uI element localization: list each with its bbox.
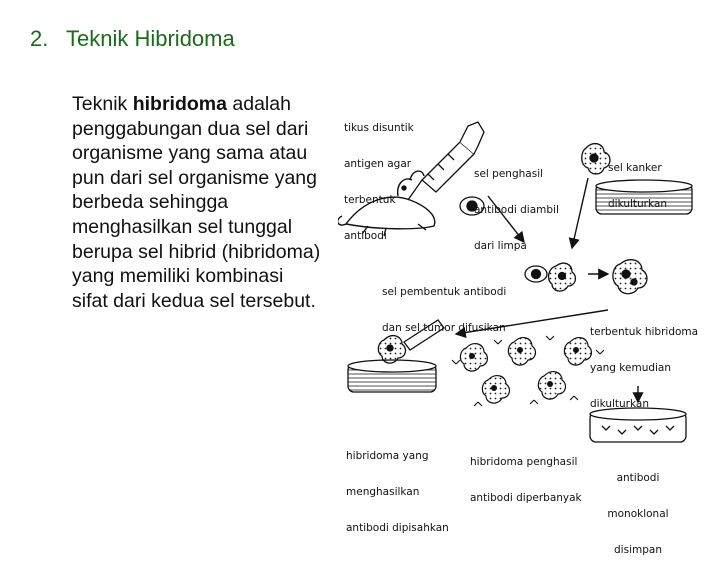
label-hybrid: terbentuk hibridoma yang kemudian dikulturkan <box>590 326 699 410</box>
slide-number: 2. <box>30 26 49 51</box>
paragraph-lead: Teknik <box>72 93 133 115</box>
label-cancer: sel kanker dikulturkan <box>608 162 667 210</box>
hybridoma-diagram <box>338 96 700 556</box>
cancer-cell <box>582 144 610 174</box>
syringe-illustration <box>408 122 484 200</box>
label-mouse: tikus disuntik antigen agar terbentuk antibodi <box>344 122 414 242</box>
paragraph-term: hibridoma <box>132 93 227 115</box>
label-fusion: sel pembentuk antibodi dan sel tumor difusikan <box>382 286 507 334</box>
label-stored: antibodi monoklonal disimpan <box>607 472 669 556</box>
label-spleen: sel penghasil antibodi diambil dari limpa <box>474 168 559 252</box>
definition-paragraph <box>72 92 322 313</box>
hybrid-cell <box>613 260 647 294</box>
slide-title-text: Teknik Hibridoma <box>66 26 235 51</box>
label-separated: hibridoma yang menghasilkan antibodi dipisahkan <box>346 450 449 534</box>
slide-title <box>30 26 235 52</box>
paragraph-rest: adalah penggabungan dua sel dari organisme yang sama atau pun dari sel organisme yang berbeda sehingga menghasilkan sel tunggal berupa sel hibrid (hibridoma) yang memiliki kombinasi sifat dari kedua sel tersebut. <box>72 93 321 312</box>
label-multiplied: hibridoma penghasil antibodi diperbanyak <box>470 456 582 504</box>
